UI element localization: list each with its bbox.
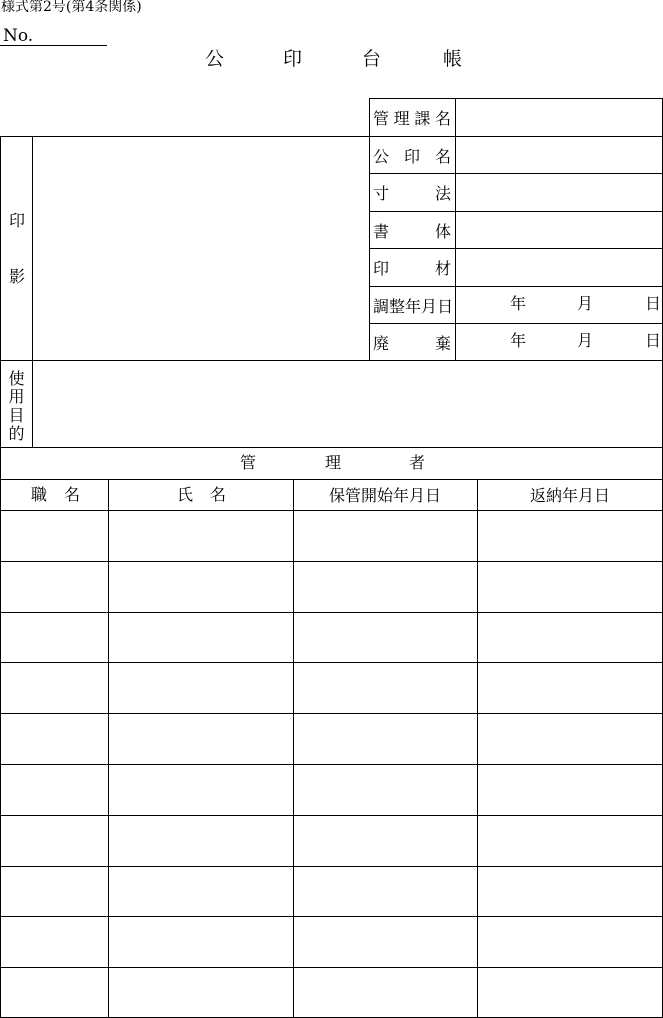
title-char: 公 bbox=[205, 48, 225, 70]
header-char: 氏 bbox=[177, 485, 194, 504]
cell-return-date[interactable] bbox=[478, 816, 662, 865]
label-char: 印 bbox=[373, 258, 390, 278]
cell-position[interactable] bbox=[1, 816, 107, 865]
label-char: 公 bbox=[373, 146, 390, 166]
label-char: 課 bbox=[414, 108, 431, 128]
value-disposal-date[interactable] bbox=[456, 324, 662, 360]
form-label: 様式第2号(第4条関係) bbox=[1, 0, 142, 15]
label-typeface bbox=[373, 221, 451, 239]
header-char: 名 bbox=[210, 485, 227, 504]
label-char: 管 bbox=[373, 108, 390, 128]
cell-name[interactable] bbox=[109, 968, 292, 1017]
cell-name[interactable] bbox=[109, 511, 292, 560]
cell-name[interactable] bbox=[109, 562, 292, 611]
label-char: 寸 bbox=[373, 183, 390, 203]
title-char: 帳 bbox=[443, 48, 463, 70]
value-typeface[interactable] bbox=[456, 212, 662, 248]
date-year-label: 年 bbox=[510, 294, 527, 313]
cell-return-date[interactable] bbox=[478, 968, 662, 1017]
header-name bbox=[108, 479, 293, 510]
date-year-label: 年 bbox=[510, 331, 527, 350]
value-created-date[interactable] bbox=[456, 287, 662, 323]
cell-custody-start[interactable] bbox=[294, 714, 476, 763]
page-title bbox=[205, 50, 463, 72]
cell-name[interactable] bbox=[109, 816, 292, 865]
date-day-label: 日 bbox=[645, 294, 662, 313]
label-char: 印 bbox=[403, 146, 420, 166]
header-char: 職 bbox=[31, 485, 48, 504]
label-char: 年 bbox=[405, 296, 422, 316]
cell-name[interactable] bbox=[109, 714, 292, 763]
cell-name[interactable] bbox=[109, 867, 292, 916]
label-char: 名 bbox=[434, 146, 451, 166]
cell-name[interactable] bbox=[109, 663, 292, 712]
cell-position[interactable] bbox=[1, 917, 107, 966]
cell-position[interactable] bbox=[1, 867, 107, 916]
title-char: 台 bbox=[362, 48, 382, 70]
cell-custody-start[interactable] bbox=[294, 816, 476, 865]
cell-name[interactable] bbox=[109, 765, 292, 814]
label-section-name bbox=[373, 108, 451, 126]
title-char: 印 bbox=[283, 48, 303, 70]
date-month-label: 月 bbox=[577, 331, 594, 350]
label-char: 月 bbox=[421, 296, 438, 316]
stamp-label-char: 印 bbox=[9, 211, 26, 230]
cell-custody-start[interactable] bbox=[294, 511, 476, 560]
manager-heading bbox=[0, 447, 663, 480]
cell-custody-start[interactable] bbox=[294, 765, 476, 814]
cell-position[interactable] bbox=[1, 765, 107, 814]
value-section-name[interactable] bbox=[456, 99, 662, 136]
label-char: 棄 bbox=[434, 333, 451, 353]
label-disposal bbox=[373, 333, 451, 351]
label-char: 材 bbox=[434, 258, 451, 278]
label-material bbox=[373, 258, 451, 276]
label-char: 書 bbox=[373, 221, 390, 241]
cell-return-date[interactable] bbox=[478, 613, 662, 662]
label-size bbox=[373, 183, 451, 201]
cell-return-date[interactable] bbox=[478, 867, 662, 916]
cell-position[interactable] bbox=[1, 968, 107, 1017]
cell-return-date[interactable] bbox=[478, 562, 662, 611]
cell-custody-start[interactable] bbox=[294, 562, 476, 611]
label-char: 体 bbox=[434, 221, 451, 241]
cell-return-date[interactable] bbox=[478, 765, 662, 814]
cell-return-date[interactable] bbox=[478, 917, 662, 966]
header-char: 名 bbox=[64, 485, 81, 504]
label-seal-name bbox=[373, 146, 451, 164]
purpose-label bbox=[1, 370, 32, 444]
value-seal-name[interactable] bbox=[456, 137, 662, 173]
cell-custody-start[interactable] bbox=[294, 613, 476, 662]
purpose-label-char: 用 bbox=[8, 387, 25, 407]
manager-heading-char: 理 bbox=[325, 453, 342, 472]
header-return-date: 返納年月日 bbox=[529, 486, 610, 505]
cell-position[interactable] bbox=[1, 511, 107, 560]
cell-name[interactable] bbox=[109, 613, 292, 662]
purpose-field[interactable] bbox=[33, 361, 662, 447]
value-material[interactable] bbox=[456, 249, 662, 286]
cell-position[interactable] bbox=[1, 562, 107, 611]
purpose-label-char: 的 bbox=[8, 424, 25, 444]
header-custody-start-date: 保管開始年月日 bbox=[328, 486, 441, 505]
label-char: 調 bbox=[373, 296, 390, 316]
value-size[interactable] bbox=[456, 174, 662, 211]
label-created-date bbox=[373, 296, 454, 316]
label-char: 整 bbox=[389, 296, 406, 316]
date-day-label: 日 bbox=[645, 331, 662, 350]
cell-return-date[interactable] bbox=[478, 511, 662, 560]
cell-return-date[interactable] bbox=[478, 663, 662, 712]
cell-position[interactable] bbox=[1, 663, 107, 712]
label-char: 理 bbox=[393, 108, 410, 128]
date-month-label: 月 bbox=[577, 294, 594, 313]
label-char: 名 bbox=[434, 108, 451, 128]
cell-return-date[interactable] bbox=[478, 714, 662, 763]
cell-custody-start[interactable] bbox=[294, 867, 476, 916]
cell-custody-start[interactable] bbox=[294, 917, 476, 966]
manager-heading-char: 管 bbox=[240, 453, 257, 472]
manager-heading-char: 者 bbox=[409, 453, 426, 472]
number-label: No. bbox=[3, 26, 34, 46]
cell-custody-start[interactable] bbox=[294, 968, 476, 1017]
label-char: 日 bbox=[437, 296, 454, 316]
label-char: 法 bbox=[434, 183, 451, 203]
stamp-label-char: 影 bbox=[9, 267, 26, 286]
cell-name[interactable] bbox=[109, 917, 292, 966]
purpose-label-char: 目 bbox=[8, 405, 25, 425]
label-char: 廃 bbox=[373, 333, 390, 353]
stamp-impression-area[interactable] bbox=[33, 137, 369, 360]
purpose-label-char: 使 bbox=[8, 369, 25, 388]
cell-position[interactable] bbox=[1, 714, 107, 763]
cell-custody-start[interactable] bbox=[294, 663, 476, 712]
header-position bbox=[0, 479, 108, 510]
cell-position[interactable] bbox=[1, 613, 107, 662]
number-underline bbox=[0, 45, 107, 46]
